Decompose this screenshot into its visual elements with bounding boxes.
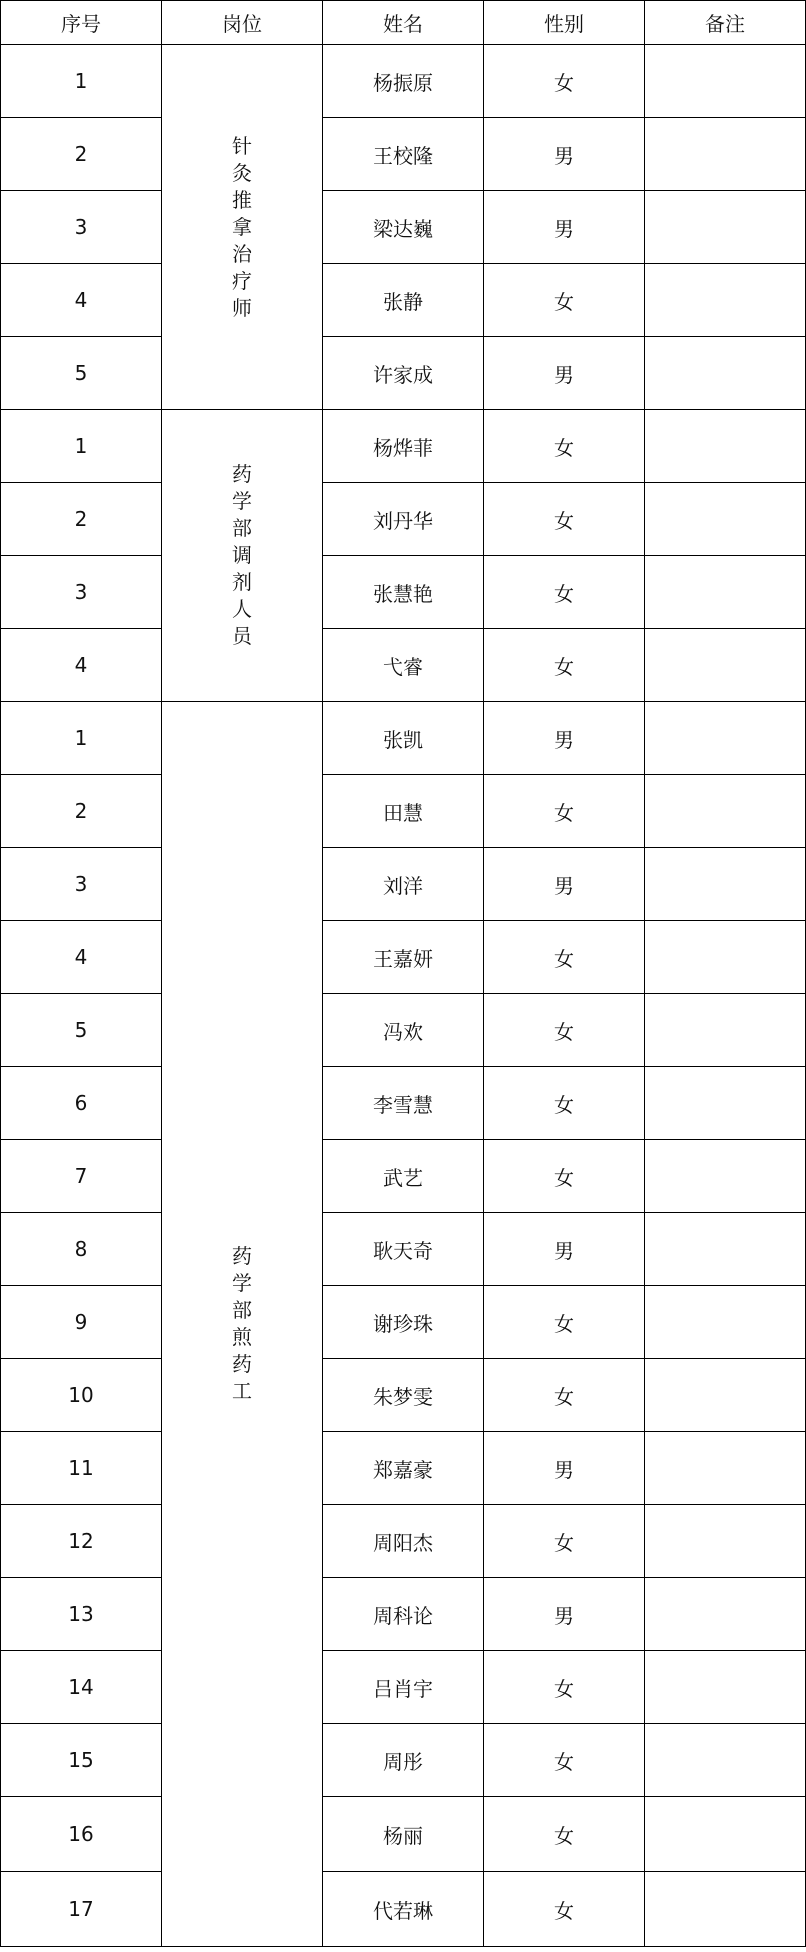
- row-index-cell: 16: [1, 1797, 162, 1872]
- remark-cell: [645, 1286, 806, 1359]
- table-row: [1, 410, 806, 483]
- row-index-cell: 5: [1, 337, 162, 410]
- remark-cell: [645, 1432, 806, 1505]
- gender-cell: 男: [484, 118, 645, 191]
- gender-cell: 女: [484, 1724, 645, 1797]
- header-name: 姓名: [323, 1, 484, 45]
- name-cell: 田慧: [323, 775, 484, 848]
- position-label: 药学部调剂人员: [232, 462, 252, 648]
- row-index-cell: 2: [1, 775, 162, 848]
- position-group-cell: [162, 702, 323, 1947]
- name-cell: 张凯: [323, 702, 484, 775]
- gender-cell: 女: [484, 483, 645, 556]
- position-group-cell: [162, 45, 323, 410]
- table-row: [1, 556, 806, 629]
- gender-cell: 女: [484, 1872, 645, 1947]
- table-row: [1, 921, 806, 994]
- table-body: [1, 45, 806, 1947]
- remark-cell: [645, 191, 806, 264]
- row-index-cell: 10: [1, 1359, 162, 1432]
- table-row: [1, 1872, 806, 1947]
- remark-cell: [645, 629, 806, 702]
- name-cell: 周科论: [323, 1578, 484, 1651]
- remark-cell: [645, 702, 806, 775]
- name-cell: 王校隆: [323, 118, 484, 191]
- position-label: 药学部煎药工: [232, 1244, 252, 1403]
- row-index-cell: 2: [1, 483, 162, 556]
- gender-cell: 女: [484, 556, 645, 629]
- name-cell: 刘丹华: [323, 483, 484, 556]
- gender-cell: 女: [484, 45, 645, 118]
- remark-cell: [645, 1872, 806, 1947]
- name-cell: 谢珍珠: [323, 1286, 484, 1359]
- table-row: [1, 483, 806, 556]
- row-index-cell: 15: [1, 1724, 162, 1797]
- table-row: [1, 629, 806, 702]
- row-index-cell: 5: [1, 994, 162, 1067]
- header-index: 序号: [1, 1, 162, 45]
- row-index-cell: 17: [1, 1872, 162, 1947]
- table-row: [1, 1578, 806, 1651]
- row-index-cell: 1: [1, 702, 162, 775]
- row-index-cell: 4: [1, 264, 162, 337]
- header-remark: 备注: [645, 1, 806, 45]
- gender-cell: 女: [484, 921, 645, 994]
- gender-cell: 女: [484, 1067, 645, 1140]
- row-index-cell: 3: [1, 556, 162, 629]
- remark-cell: [645, 556, 806, 629]
- name-cell: 杨烨菲: [323, 410, 484, 483]
- remark-cell: [645, 1213, 806, 1286]
- row-index-cell: 14: [1, 1651, 162, 1724]
- name-cell: 梁达巍: [323, 191, 484, 264]
- remark-cell: [645, 1140, 806, 1213]
- name-cell: 周阳杰: [323, 1505, 484, 1578]
- table-row: [1, 118, 806, 191]
- name-cell: 张慧艳: [323, 556, 484, 629]
- row-index-cell: 1: [1, 45, 162, 118]
- remark-cell: [645, 337, 806, 410]
- table-row: [1, 45, 806, 118]
- remark-cell: [645, 1505, 806, 1578]
- remark-cell: [645, 994, 806, 1067]
- row-index-cell: 3: [1, 191, 162, 264]
- table-row: [1, 1797, 806, 1872]
- gender-cell: 女: [484, 994, 645, 1067]
- remark-cell: [645, 118, 806, 191]
- name-cell: 吕肖宇: [323, 1651, 484, 1724]
- table-row: [1, 264, 806, 337]
- remark-cell: [645, 1797, 806, 1872]
- table-row: [1, 1505, 806, 1578]
- remark-cell: [645, 264, 806, 337]
- row-index-cell: 4: [1, 921, 162, 994]
- remark-cell: [645, 921, 806, 994]
- table-row: [1, 994, 806, 1067]
- row-index-cell: 13: [1, 1578, 162, 1651]
- position-group-cell: [162, 410, 323, 702]
- table-row: [1, 1432, 806, 1505]
- gender-cell: 男: [484, 702, 645, 775]
- name-cell: 朱梦雯: [323, 1359, 484, 1432]
- table-row: [1, 337, 806, 410]
- name-cell: 周彤: [323, 1724, 484, 1797]
- gender-cell: 女: [484, 410, 645, 483]
- table-row: [1, 702, 806, 775]
- name-cell: 杨丽: [323, 1797, 484, 1872]
- table-row: [1, 1651, 806, 1724]
- gender-cell: 男: [484, 1213, 645, 1286]
- gender-cell: 男: [484, 191, 645, 264]
- position-label: 针灸推拿治疗师: [232, 133, 252, 320]
- gender-cell: 女: [484, 1797, 645, 1872]
- name-cell: 耿天奇: [323, 1213, 484, 1286]
- name-cell: 刘洋: [323, 848, 484, 921]
- gender-cell: 男: [484, 337, 645, 410]
- gender-cell: 女: [484, 629, 645, 702]
- row-index-cell: 1: [1, 410, 162, 483]
- gender-cell: 女: [484, 1286, 645, 1359]
- name-cell: 武艺: [323, 1140, 484, 1213]
- table-row: [1, 775, 806, 848]
- remark-cell: [645, 483, 806, 556]
- name-cell: 郑嘉豪: [323, 1432, 484, 1505]
- table-header-row: [1, 1, 806, 45]
- row-index-cell: 6: [1, 1067, 162, 1140]
- remark-cell: [645, 775, 806, 848]
- remark-cell: [645, 1724, 806, 1797]
- remark-cell: [645, 45, 806, 118]
- header-gender: 性别: [484, 1, 645, 45]
- name-cell: 冯欢: [323, 994, 484, 1067]
- gender-cell: 男: [484, 1578, 645, 1651]
- table-row: [1, 1286, 806, 1359]
- table-row: [1, 1140, 806, 1213]
- gender-cell: 女: [484, 1505, 645, 1578]
- remark-cell: [645, 410, 806, 483]
- table-row: [1, 191, 806, 264]
- name-cell: 许家成: [323, 337, 484, 410]
- table-row: [1, 1067, 806, 1140]
- remark-cell: [645, 1359, 806, 1432]
- row-index-cell: 7: [1, 1140, 162, 1213]
- gender-cell: 男: [484, 848, 645, 921]
- table-row: [1, 848, 806, 921]
- name-cell: 杨振原: [323, 45, 484, 118]
- name-cell: 王嘉妍: [323, 921, 484, 994]
- remark-cell: [645, 1578, 806, 1651]
- table-row: [1, 1724, 806, 1797]
- gender-cell: 女: [484, 775, 645, 848]
- header-position: 岗位: [162, 1, 323, 45]
- name-cell: 李雪慧: [323, 1067, 484, 1140]
- gender-cell: 女: [484, 1359, 645, 1432]
- row-index-cell: 11: [1, 1432, 162, 1505]
- name-cell: 张静: [323, 264, 484, 337]
- remark-cell: [645, 848, 806, 921]
- row-index-cell: 8: [1, 1213, 162, 1286]
- gender-cell: 女: [484, 264, 645, 337]
- gender-cell: 女: [484, 1651, 645, 1724]
- table-row: [1, 1359, 806, 1432]
- row-index-cell: 2: [1, 118, 162, 191]
- row-index-cell: 3: [1, 848, 162, 921]
- remark-cell: [645, 1067, 806, 1140]
- name-cell: 弋睿: [323, 629, 484, 702]
- gender-cell: 女: [484, 1140, 645, 1213]
- remark-cell: [645, 1651, 806, 1724]
- row-index-cell: 9: [1, 1286, 162, 1359]
- name-cell: 代若琳: [323, 1872, 484, 1947]
- row-index-cell: 4: [1, 629, 162, 702]
- gender-cell: 男: [484, 1432, 645, 1505]
- row-index-cell: 12: [1, 1505, 162, 1578]
- table-row: [1, 1213, 806, 1286]
